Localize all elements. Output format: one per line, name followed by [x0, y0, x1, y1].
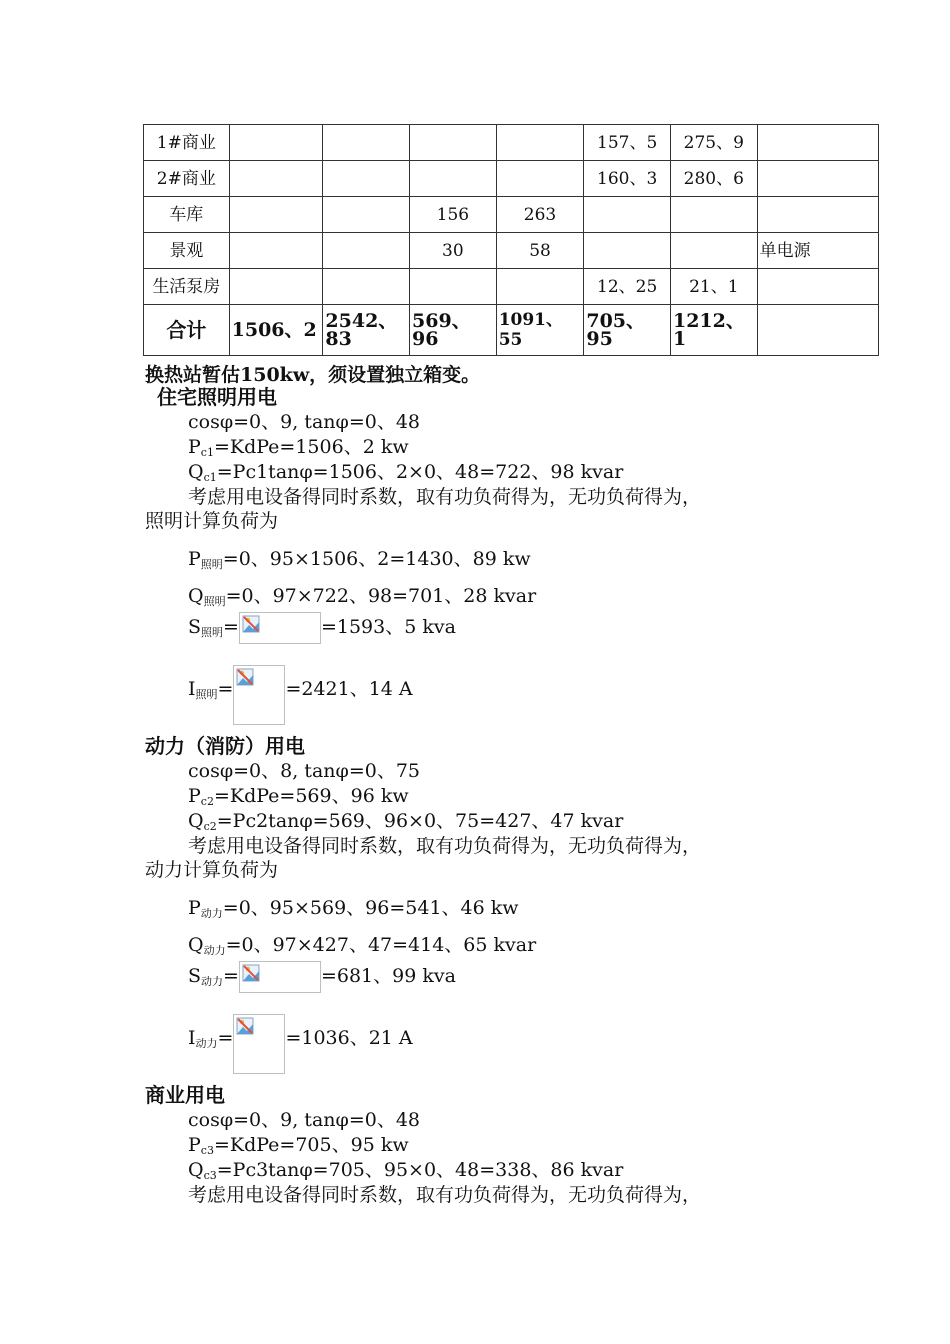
power-ic-sub: 动力: [195, 1037, 218, 1050]
formula-image-placeholder: [233, 665, 285, 725]
table-cell: [757, 125, 878, 161]
table-cell: 单电源: [757, 233, 878, 269]
lighting-pc-value: =0、95×1506、2=1430、89 kw: [222, 548, 531, 570]
power-qc2: $Q_{c2}=Pc2\tan\varphi=569$、96×0、75=427、47 kvar: [188, 810, 624, 833]
table-cell: [670, 233, 757, 269]
total-cell: 1212、1: [670, 305, 757, 356]
formula-image-placeholder: [233, 1014, 285, 1074]
table-row: [144, 125, 879, 161]
table-cell: [229, 125, 323, 161]
table-cell: [323, 197, 410, 233]
table-cell: [229, 161, 323, 197]
lighting-pc1: $P_{c1}=KdPe=1506$、2 kw: [188, 436, 409, 459]
formula-image-placeholder: [239, 961, 321, 993]
table-cell: [410, 269, 497, 305]
lighting-sc-sub: 照明: [201, 626, 224, 639]
table-row: [144, 161, 879, 197]
lighting-ic-value: =2421、14 A: [285, 678, 413, 700]
table-cell: [323, 161, 410, 197]
table-cell: 12、25: [584, 269, 671, 305]
row-name-cell: 车库: [144, 197, 230, 233]
total-cell: 1091、55: [496, 305, 584, 356]
lighting-qc1: $Q_{c1}=Pc1\tan\varphi=1506$、2×0、48=722、98 kvar: [188, 461, 624, 484]
row-name-cell: 2#商业: [144, 161, 230, 197]
table-row: [144, 233, 879, 269]
heat-station-note: 换热站暂估150kw，须设置独立箱变。: [145, 364, 481, 386]
table-cell: 160、3: [584, 161, 671, 197]
lighting-cos: cosφ=0、9, tanφ=0、48: [188, 411, 420, 433]
table-cell: [229, 233, 323, 269]
power-qc: $Q_{动力}=0$、97×427、47=414、65 kvar: [188, 934, 537, 957]
row-name-cell: 景观: [144, 233, 230, 269]
broken-image-icon: [236, 1017, 254, 1035]
total-cell: 705、95: [584, 305, 671, 356]
lighting-pc: $P_{照明}=0$、95×1506、2=1430、89 kw: [188, 548, 531, 571]
row-name-cell: 1#商业: [144, 125, 230, 161]
table-cell: [584, 233, 671, 269]
table-cell: [410, 125, 497, 161]
lighting-ic: $I_{照明}=$ =2421、14 A: [188, 665, 413, 725]
lighting-heading: 住宅照明用电: [157, 385, 277, 409]
broken-image-icon: [242, 964, 260, 982]
total-label-cell: 合计: [144, 305, 230, 356]
power-qc2-value: =Pc2tanφ=569、96×0、75=427、47 kvar: [216, 810, 624, 832]
power-pc2-value: =KdPe=569、96 kw: [213, 785, 409, 807]
broken-image-icon: [236, 668, 254, 686]
total-row: [144, 305, 879, 356]
total-cell: 2542、83: [323, 305, 410, 356]
commercial-cos: cosφ=0、9, tanφ=0、48: [188, 1109, 420, 1131]
lighting-pc-sub: 照明: [200, 558, 223, 571]
commercial-qc3: $Q_{c3}=Pc3\tan\varphi=705$、95×0、48=338、86 kvar: [188, 1159, 624, 1182]
table-cell: [323, 269, 410, 305]
lighting-para-2: 照明计算负荷为: [145, 510, 279, 532]
commercial-pc3-value: =KdPe=705、95 kw: [213, 1134, 409, 1156]
power-pc2: $P_{c2}=KdPe=569$、96 kw: [188, 785, 409, 808]
table-cell: 58: [496, 233, 584, 269]
table-cell: [584, 197, 671, 233]
lighting-ic-sub: 照明: [195, 688, 218, 701]
power-qc-value: =0、97×427、47=414、65 kvar: [225, 934, 537, 956]
table-cell: [670, 197, 757, 233]
table-cell: [323, 233, 410, 269]
lighting-qc1-value: =Pc1tanφ=1506、2×0、48=722、98 kvar: [216, 461, 624, 483]
load-table: [143, 124, 879, 356]
table-cell: 280、6: [670, 161, 757, 197]
lighting-qc-value: =0、97×722、98=701、28 kvar: [225, 585, 537, 607]
lighting-sc: $S_{照明}=$ =1593、5 kva: [188, 612, 456, 644]
table-cell: 263: [496, 197, 584, 233]
commercial-pc3: $P_{c3}=KdPe=705$、95 kw: [188, 1134, 409, 1157]
table-cell: 30: [410, 233, 497, 269]
table-cell: [496, 125, 584, 161]
table-cell: 21、1: [670, 269, 757, 305]
total-cell: 1506、2: [229, 305, 323, 356]
table-row: [144, 269, 879, 305]
table-cell: [410, 161, 497, 197]
table-row: [144, 197, 879, 233]
table-cell: 275、9: [670, 125, 757, 161]
power-ic-value: =1036、21 A: [285, 1027, 413, 1049]
broken-image-icon: [242, 615, 260, 633]
table-cell: [757, 161, 878, 197]
power-para-2: 动力计算负荷为: [145, 859, 279, 881]
power-pc-sub: 动力: [200, 907, 223, 920]
lighting-para-1: 考虑用电设备得同时系数，取有功负荷得为，无功负荷得为，: [188, 486, 702, 508]
lighting-sc-value: =1593、5 kva: [320, 616, 456, 638]
table-cell: [496, 161, 584, 197]
power-sc-value: =681、99 kva: [320, 965, 456, 987]
table-cell: [496, 269, 584, 305]
table-cell: [323, 125, 410, 161]
power-pc-value: =0、95×569、96=541、46 kw: [222, 897, 519, 919]
total-cell: [757, 305, 878, 356]
row-name-cell: 生活泵房: [144, 269, 230, 305]
table-cell: 156: [410, 197, 497, 233]
power-qc-sub: 动力: [203, 944, 226, 957]
lighting-pc1-value: =KdPe=1506、2 kw: [213, 436, 409, 458]
table-cell: [757, 197, 878, 233]
power-pc: $P_{动力}=0$、95×569、96=541、46 kw: [188, 897, 519, 920]
power-ic: $I_{动力}=$ =1036、21 A: [188, 1014, 413, 1074]
power-cos: cosφ=0、8, tanφ=0、75: [188, 760, 420, 782]
commercial-para-1: 考虑用电设备得同时系数，取有功负荷得为，无功负荷得为，: [188, 1184, 702, 1206]
total-cell: 569、96: [410, 305, 497, 356]
power-para-1: 考虑用电设备得同时系数，取有功负荷得为，无功负荷得为，: [188, 835, 702, 857]
table-cell: [229, 197, 323, 233]
table-cell: 157、5: [584, 125, 671, 161]
table-cell: [229, 269, 323, 305]
lighting-qc-sub: 照明: [203, 595, 226, 608]
commercial-heading: 商业用电: [145, 1083, 225, 1107]
table-cell: [757, 269, 878, 305]
power-sc: $S_{动力}=$ =681、99 kva: [188, 961, 456, 993]
lighting-qc: $Q_{照明}=0$、97×722、98=701、28 kvar: [188, 585, 537, 608]
power-heading: 动力（消防）用电: [145, 734, 305, 758]
formula-image-placeholder: [239, 612, 321, 644]
power-sc-sub: 动力: [201, 975, 224, 988]
commercial-qc3-value: =Pc3tanφ=705、95×0、48=338、86 kvar: [216, 1159, 624, 1181]
